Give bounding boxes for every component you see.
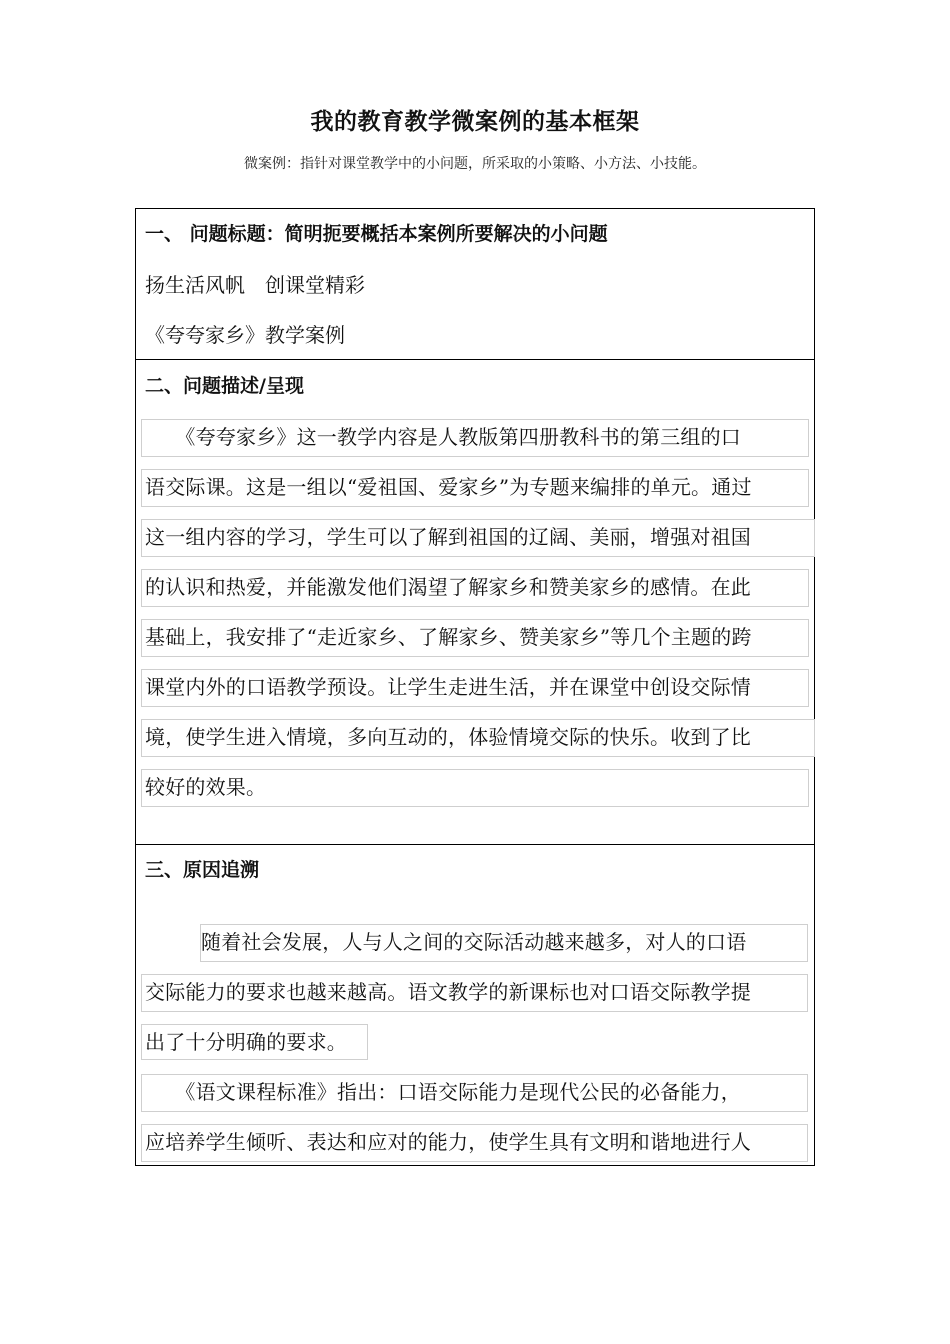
section2-heading: 二、问题描述/呈现: [145, 375, 304, 397]
description-line: 较好的效果。: [145, 775, 267, 799]
section-divider: [136, 359, 814, 360]
cause-line: 《语文课程标准》指出：口语交际能力是现代公民的必备能力，: [145, 1080, 741, 1104]
document-title: 我的教育教学微案例的基本框架: [310, 109, 640, 135]
cause-line: 交际能力的要求也越来越高。语文教学的新课标也对口语交际教学提: [145, 980, 751, 1004]
cause-line: 出了十分明确的要求。: [145, 1030, 347, 1054]
description-line: 语交际课。这是一组以“爱祖国、爱家乡”为专题来编排的单元。通过: [145, 475, 752, 499]
section-divider: [136, 844, 814, 845]
description-line: 课堂内外的口语教学预设。让学生走进生活，并在课堂中创设交际情: [145, 675, 751, 699]
case-table: [135, 208, 815, 1166]
cause-line: 应培养学生倾听、表达和应对的能力，使学生具有文明和谐地进行人: [145, 1130, 751, 1154]
case-title-line2: 《夸夸家乡》教学案例: [145, 323, 345, 347]
document-subtitle: 微案例：指针对课堂教学中的小问题，所采取的小策略、小方法、小技能。: [244, 156, 706, 172]
case-title-line1: 扬生活风帆 创课堂精彩: [145, 273, 365, 297]
description-line: 的认识和热爱，并能激发他们渴望了解家乡和赞美家乡的感情。在此: [145, 575, 751, 599]
cause-line: 随着社会发展，人与人之间的交际活动越来越多，对人的口语: [201, 930, 747, 954]
section1-heading: 一、 问题标题：简明扼要概括本案例所要解决的小问题: [145, 223, 608, 245]
section3-heading: 三、原因追溯: [145, 859, 260, 881]
description-line: 《夸夸家乡》这一教学内容是人教版第四册教科书的第三组的口: [145, 425, 741, 449]
description-line: 基础上，我安排了“走近家乡、了解家乡、赞美家乡”等几个主题的跨: [145, 625, 752, 649]
description-line: 境，使学生进入情境，多向互动的，体验情境交际的快乐。收到了比: [145, 725, 751, 749]
description-line: 这一组内容的学习，学生可以了解到祖国的辽阔、美丽，增强对祖国: [145, 525, 751, 549]
